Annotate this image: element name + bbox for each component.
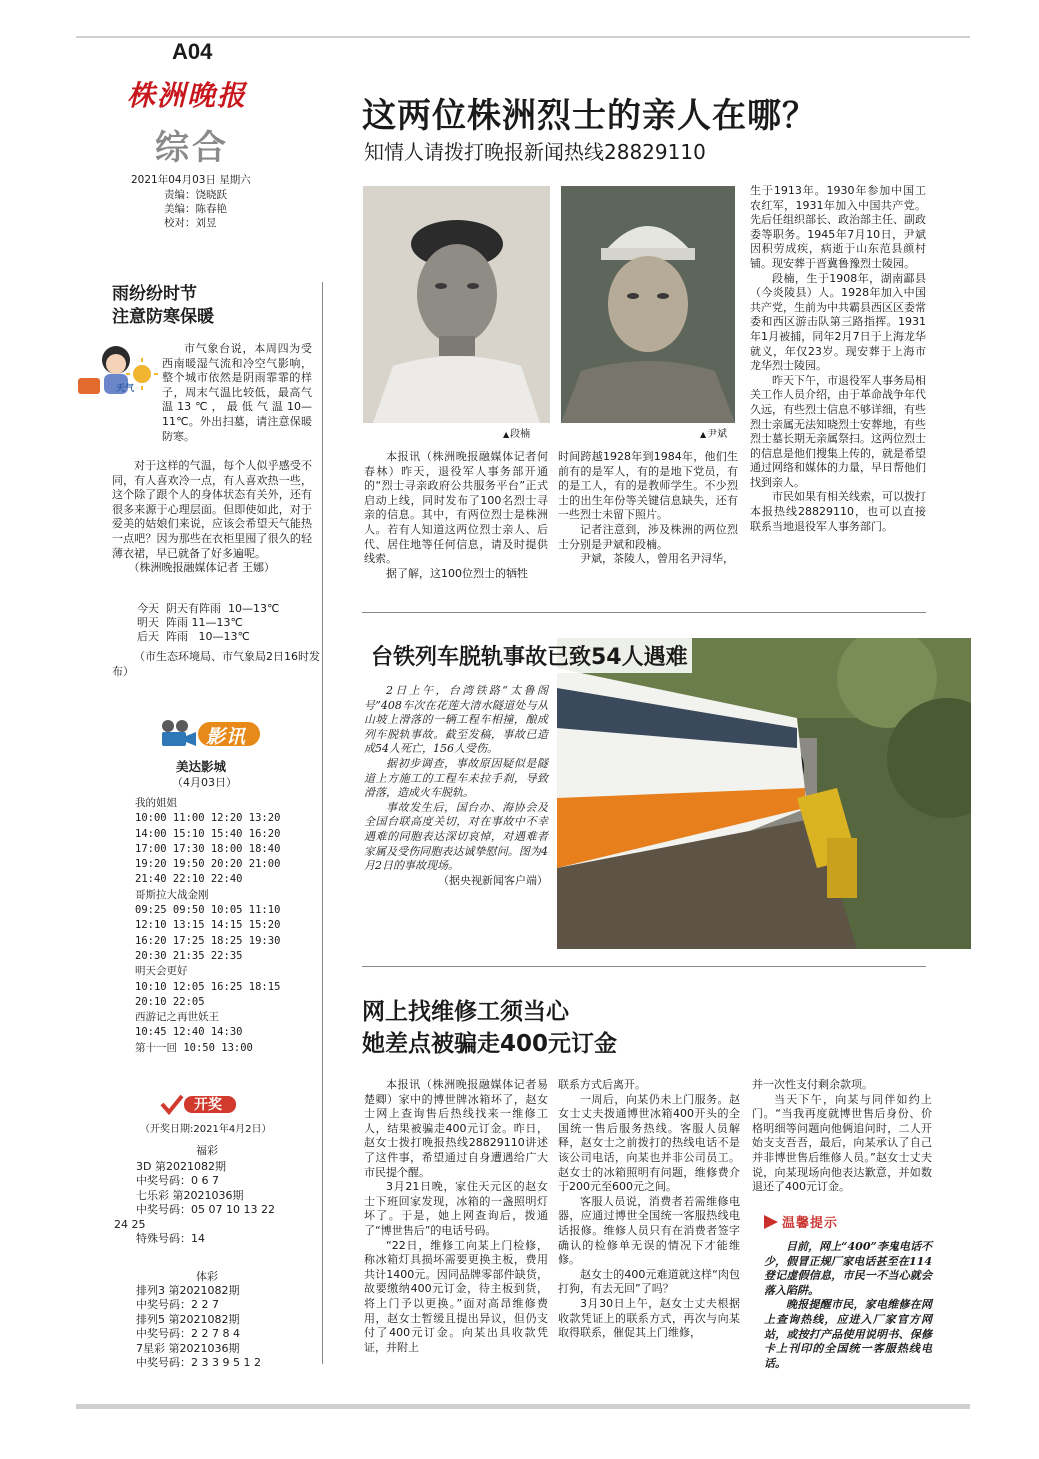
tip-paragraph: 晚报提醒市民，家电维修在网上查询热线，应进入厂家官方网站，或按打产品使用说明书、保修卡上刊印的全国统一客服热线电话。 [764, 1298, 932, 1370]
tip-body [764, 1240, 932, 1371]
lottery-banner [160, 1092, 240, 1116]
repair-col1 [364, 1078, 548, 1355]
showtimes: 20:30 21:35 22:35 [135, 949, 243, 962]
movie-title: 我的姐姐 [135, 797, 177, 809]
movie-list [135, 796, 325, 1056]
weather-source: （市生态环境局、市气象局2日16时发布） [112, 650, 320, 678]
martyr-portrait-left [363, 186, 550, 423]
showtimes: 10:00 11:00 12:20 13:20 [135, 812, 281, 825]
showtimes: 09:25 09:50 10:05 11:10 [135, 904, 281, 917]
forecast-tomorrow: 明天 阵雨 11—13℃ [137, 616, 243, 629]
top-rule [76, 36, 970, 38]
repair-col2 [558, 1078, 740, 1341]
martyrs-paragraph: 尹斌，茶陵人，曾用名尹浔华， [580, 552, 734, 566]
weather-byline: （株洲晚报融媒体记者 王娜） [128, 561, 275, 575]
caption-left: ▲ 段楠 [503, 425, 530, 440]
repair-col3 [752, 1078, 932, 1195]
weather-body-2 [112, 459, 312, 576]
repair-paragraph: 联系方式后离开。 [558, 1078, 646, 1091]
repair-headline-line1: 网上找维修工须当心 [362, 999, 569, 1025]
movie-title: 第十一回 [135, 1041, 177, 1054]
repair-paragraph: 客服人员说，消费者若需维修电器，应通过博世全国统一客服热线电话报修。维修人员只有在消费者签字确认的检修单无误的情况下才能维修。 [558, 1194, 740, 1267]
cinema-name: 美达影城 [176, 759, 227, 774]
weather-paragraph-2: 对于这样的气温，每个人似乎感受不同，有人喜欢冷一点，有人喜欢热一些，这个除了跟个人的身体状态有关外，还有很多来源于心理层面。但即使如此，对于爱美的姑娘们来说，应该会希望天气能热一点吧？因为那些在衣柜里囤了很久的轻薄衣裙，早已就备了好多遍呢。 [112, 459, 312, 560]
movie-title: 明天会更好 [135, 965, 188, 978]
weather-forecast [137, 602, 327, 644]
train-paragraph: 2日上午，台湾铁路“太鲁阁号”408车次在花莲大清水隧道处与从山坡上滑落的一辆工程车相撞，酿成列车脱轨事故。截至发稿，事故已造成54人死亡，156人受伤。 [364, 684, 548, 756]
bottom-rule [76, 1404, 970, 1409]
martyrs-subhead: 知情人请拨打晚报新闻热线28829110 [364, 140, 706, 164]
sports-line: 排列3 第2021082期 [136, 1284, 240, 1297]
weather-title-line2: 注意防寒保暖 [112, 307, 214, 327]
martyrs-paragraph: 昨天下午，市退役军人事务局相关工作人员介绍，由于革命战争年代久远，有些烈士信息不够详细，有些烈士亲属无法知晓烈士安葬地，有些烈士墓长期无亲属祭扫。这两位烈士的信息是他们搜集上传的，就是希望通过网络和媒体的力量，早日帮他们找到亲人。 [750, 373, 926, 489]
train-paragraph: 事故发生后，国台办、海协会及全国台联高度关切，对在事故中不幸遇难的同胞表达深切哀悼，对遇难者家属及受伤同胞表达诚挚慰问。图为4月2日的事故现场。 [364, 800, 548, 873]
welfare-line: 七乐彩 第2021036期 [136, 1188, 244, 1202]
sports-line: 中奖号码：2 3 3 9 5 1 2 [136, 1356, 261, 1370]
martyrs-paragraph: 生于1913年。1930年参加中国工农红军，1931年加入中国共产党。先后任组织部长、政治部主任、副政委等职务。1945年7月10日，尹斌因积劳成疾，病逝于山东范县颜村铺。现安葬于晋冀鲁豫烈士陵园。 [750, 184, 926, 270]
tip-label: 温馨提示 [782, 1216, 839, 1231]
train-paragraph: 据初步调查，事故原因疑似是隧道上方施工的工程车未拉手刹，导致滑落，造成火车脱轨。 [364, 756, 548, 800]
welfare-line: 中奖号码：05 07 10 13 22 [136, 1203, 275, 1217]
masthead-text: 株洲晚报 [127, 79, 248, 112]
movie-title: 哥斯拉大战金刚 [135, 888, 209, 901]
welfare-label: 福彩 [196, 1144, 218, 1157]
masthead-logo [127, 79, 259, 113]
sports-label: 体彩 [196, 1270, 218, 1283]
repair-paragraph: 赵女士的400元难道就这样“肉包打狗，有去无回”了吗？ [558, 1267, 740, 1296]
martyrs-paragraph: 时间跨越1928年到1984年，他们生前有的是军人，有的是地下党员，有的是工人，有的是教师学生。不少烈士的出生年份等关键信息缺失，还有一些烈士未留下照片。 [558, 450, 738, 522]
page-proofreader: 校对：刘昱 [164, 217, 217, 229]
martyrs-paragraph: 市民如果有相关线索，可以拨打本报热线28829110，也可以直接联系当地退役军人事务部门。 [750, 490, 926, 533]
repair-paragraph: 当天下午，向某与同伴如约上门。“当我再度就博世售后身份、价格明细等问题向他俩追问时，二人开始支支吾吾，最后，向某承认了自己并非博世售后维修人员。”赵女士丈夫说，向某现场向他表达歉意，并如数退还了400元订金。 [752, 1092, 932, 1194]
sports-line: 中奖号码：2 2 7 [136, 1298, 219, 1312]
repair-paragraph: “22日，维修工向某上门检修，称冰箱灯具损坏需要更换主板，费用共计1400元。因同品牌零部件缺货，故要缴纳400元订金，待主板到货，将上门予以更换。”面对高昂维修费用，赵女士暂缓且提出异议，但仍支付了400元订金。向某出具收款凭证，并附上 [364, 1238, 548, 1354]
movie-banner [158, 716, 268, 752]
martyrs-bottom-rule [362, 612, 926, 613]
showtimes: 14:00 15:10 15:40 16:20 [135, 827, 281, 840]
welfare-line: 3D 第2021082期 [136, 1160, 226, 1173]
martyrs-paragraph: 本报讯（株洲晚报融媒体记者何春林）昨天，退役军人事务部开通的“烈士寻亲政府公共服务平台”正式启动上线，同时发布了100名烈士寻亲的信息。其中，有两位烈士是株洲人。若有人知道这两位烈士亲人、后代、居住地等任何信息，请及时提供线索。 [364, 450, 548, 566]
showtimes: 21:40 22:10 22:40 [135, 873, 243, 886]
weather-host-label: 天气 [116, 384, 135, 394]
repair-headline-line2: 她差点被骗走400元订金 [362, 1031, 618, 1057]
repair-paragraph: 并一次性支付剩余款项。 [752, 1078, 873, 1091]
repair-paragraph: 3月21日晚，家住天元区的赵女士下班回家发现，冰箱的一盏照明灯坏了。于是，她上网查询后，拨通了“博世售后”的电话号码。 [364, 1180, 548, 1237]
showtimes: 12:10 13:15 14:15 15:20 [135, 919, 281, 932]
welfare-results [114, 1160, 326, 1246]
caption-right: ▲ 尹斌 [700, 425, 727, 440]
movie-title: 西游记之再世妖王 [135, 1011, 219, 1024]
forecast-today: 今天 阴天有阵雨 10—13℃ [137, 602, 280, 615]
sports-line: 排列5 第2021082期 [136, 1312, 240, 1326]
section-name: 综合 [155, 128, 229, 168]
weather-title-line1: 雨纷纷时节 [112, 284, 197, 304]
page-editor: 责编：饶晓跃 [164, 189, 227, 201]
train-accident-photo [557, 638, 971, 949]
welfare-line: 中奖号码：0 6 7 [136, 1174, 219, 1188]
weather-title [112, 283, 214, 329]
sports-results [136, 1284, 326, 1370]
martyrs-paragraph: 据了解，这100位烈士的牺牲 [386, 566, 528, 580]
martyrs-paragraph: 记者注意到，涉及株洲的两位烈士分别是尹斌和段楠。 [558, 522, 738, 551]
tip-paragraph: 目前，网上“400”李鬼电话不少，假冒正规厂家电话甚至在114登记虚假信息，市民一不当心就会落入陷阱。 [764, 1240, 932, 1297]
movie-title-inline [135, 1041, 325, 1056]
weather-paragraph-1: 市气象台说，本周四为受西南暖湿气流和冷空气影响，整个城市依然是阴雨霏霏的样子，周末气温比较低，最高气温13℃，最低气温10—11℃。外出扫墓，请注意保暖防寒。 [162, 342, 312, 443]
sports-line: 中奖号码：2 2 7 8 4 [136, 1327, 240, 1341]
showtimes: 10:45 12:40 14:30 [135, 1026, 243, 1039]
welfare-line: 特殊号码：14 [136, 1232, 205, 1246]
movie-banner-label: 影讯 [206, 726, 247, 748]
showtimes: 20:10 22:05 [135, 995, 205, 1008]
forecast-day-after: 后天 阵雨 10—13℃ [137, 630, 250, 643]
showtimes: 10:10 12:05 16:25 18:15 [135, 980, 281, 993]
martyr-portrait-right [561, 186, 735, 423]
page-number: A04 [172, 39, 213, 64]
martyrs-headline: 这两位株洲烈士的亲人在哪？ [362, 96, 817, 136]
sports-line: 7星彩 第2021036期 [136, 1341, 240, 1355]
lottery-banner-label: 开奖 [194, 1097, 222, 1113]
repair-headline [362, 996, 617, 1060]
train-body [364, 684, 548, 888]
martyrs-col2 [558, 450, 738, 567]
arrow-icon [764, 1215, 778, 1229]
page-date: 2021年04月03日 星期六 [131, 174, 251, 186]
repair-paragraph: 本报讯（株洲晚报融媒体记者易楚卿）家中的博世牌冰箱坏了，赵女士网上查询售后热线找来一维修工人，结果被骗走400元订金。昨日，赵女士拨打晚报热线28829110讲述了这件事，希望通过自身遭遇给广大市民提个醒。 [364, 1078, 548, 1179]
welfare-line: 24 25 [114, 1217, 146, 1231]
showtimes: 10:50 13:00 [177, 1041, 253, 1054]
lottery-draw-date: （开奖日期:2021年4月2日） [140, 1124, 272, 1135]
cinema-date: （4月03日） [172, 776, 237, 789]
showtimes: 17:00 17:30 18:00 18:40 [135, 842, 281, 855]
martyrs-col3 [750, 184, 926, 534]
showtimes: 19:20 19:50 20:20 21:00 [135, 858, 281, 871]
martyrs-col1 [364, 450, 548, 581]
weather-body [112, 342, 312, 444]
martyrs-paragraph: 段楠，生于1908年，湖南酃县（今炎陵县）人。1928年加入中国共产党，生前为中共霸县西区区委常委和西区游击队第三路指挥。1931年1月被捕，同年2月7日于上海龙华就义，年仅23岁。现安葬于上海市龙华烈士陵园。 [750, 271, 926, 373]
repair-paragraph: 3月30日上午，赵女士丈夫根据收款凭证上的联系方式，再次与向某取得联系，催促其上门维修， [558, 1296, 740, 1340]
train-bottom-rule [362, 966, 926, 967]
showtimes: 16:20 17:25 18:25 19:30 [135, 934, 281, 947]
train-source: （据央视新闻客户端） [438, 873, 548, 887]
repair-paragraph: 一周后，向某仍未上门服务。赵女士丈夫拨通博世冰箱400开头的全国统一售后服务热线。客服人员解释，赵女士之前拨打的热线电话不是该公司电话，向某也并非公司员工。赵女士的冰箱照明有问题，维修费介于200元至600元之间。 [558, 1092, 740, 1194]
page-designer: 美编：陈春艳 [164, 203, 227, 215]
train-headline: 台铁列车脱轨事故已致54人遇难 [367, 638, 692, 673]
